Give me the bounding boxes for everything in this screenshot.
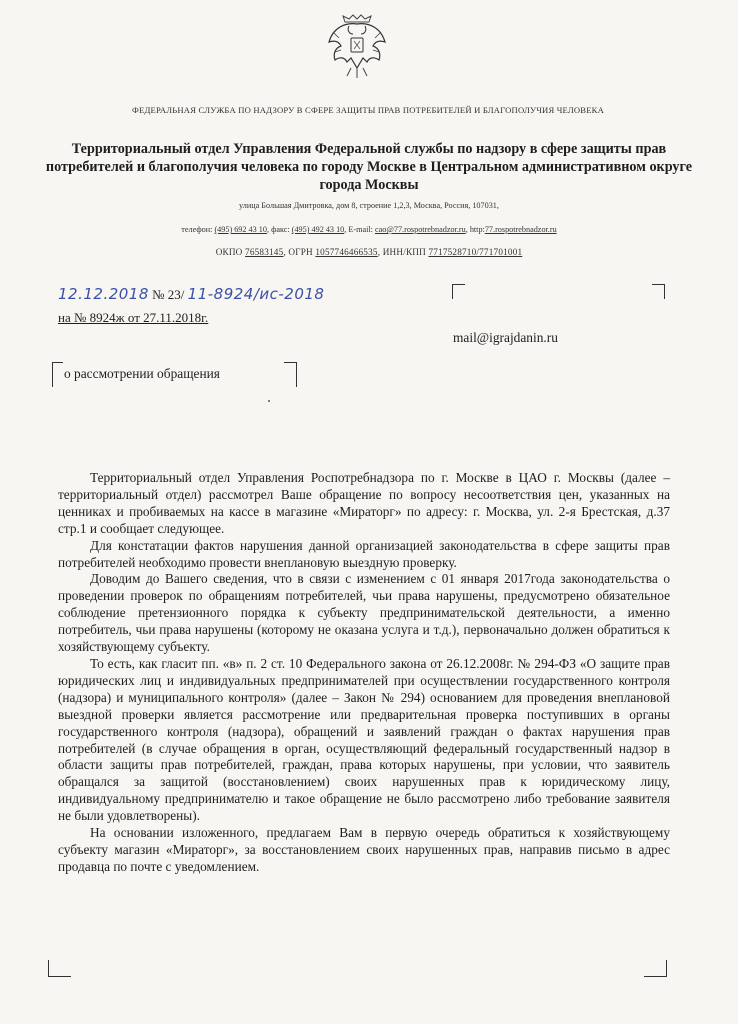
address-block-corner-top-left bbox=[452, 284, 465, 299]
subject-corner-right bbox=[284, 362, 297, 387]
reply-reference: на № 8924ж от 27.11.2018г. bbox=[58, 310, 209, 325]
page-corner-bottom-right bbox=[644, 960, 667, 977]
okpo-label: ОКПО bbox=[215, 247, 246, 257]
body-paragraph: На основании изложенного, предлагаем Вам в первую очередь обратиться к хозяйствующему субъекту магазин «Мираторг», за восстановлением своих нарушенных прав, направив письмо в адрес продавца по почте с уведомлением. bbox=[58, 825, 670, 874]
department-contacts bbox=[60, 225, 678, 234]
department-website: 77.rospotrebnadzor.ru bbox=[484, 225, 557, 234]
recipient-email: mail@igrajdanin.ru bbox=[453, 330, 558, 345]
registration-number-prefix: № 23/ bbox=[148, 287, 188, 302]
ogrn-label: , ОГРН bbox=[283, 247, 316, 257]
okpo-code: 76583145 bbox=[245, 247, 284, 257]
subject-corner-left bbox=[52, 362, 63, 387]
inn-label: , ИНН/КПП bbox=[377, 247, 429, 257]
department-address: улица Большая Дмитровка, дом 8, строение 1,2,3, Москва, Россия, 107031, bbox=[239, 201, 499, 210]
registration-codes bbox=[60, 247, 678, 257]
email-label: , E-mail: bbox=[344, 225, 375, 234]
inn-kpp-code: 7717528710/771701001 bbox=[428, 247, 523, 257]
body-paragraph: То есть, как гласит пп. «в» п. 2 ст. 10 Федерального закона от 26.12.2008г. № 294-ФЗ «О защите прав юридических лиц и индивидуальных предпринимателей при осуществлении государственного контроля (надзора) и муниципального контроля» (далее – Закон № 294) основанием для проведения внеплановой выездной проверки является рассмотрение или предварительная проверка поступивших в органы государственного контроля (надзора), обращений и заявлений граждан о фактах нарушения прав потребителей (в случае обращения в орган, осуществляющий федеральный государственный надзор в области защиты прав потребителей, граждан, права которых нарушены, при условии, что заявитель обращался за защитой (восстановлением) своих нарушенных прав к юридическому лицу, индивидуальному предпринимателю и такое обращение не было рассмотрено либо требование заявителя не были удовлетворены). bbox=[58, 655, 670, 824]
website-label: , http: bbox=[465, 225, 485, 234]
registration-line bbox=[58, 285, 324, 303]
handwritten-date: 12.12.2018 bbox=[58, 285, 149, 303]
fax-label: , факс: bbox=[266, 225, 292, 234]
phone-label: телефон: bbox=[181, 225, 215, 234]
department-email: cao@77.rospotrebnadzor.ru bbox=[374, 225, 466, 234]
body-paragraph: Для констатации фактов нарушения данной организацией законодательства в сфере защиты прав потребителей необходимо провести внеплановую выездную проверку. bbox=[58, 537, 670, 570]
scan-speck bbox=[268, 400, 270, 402]
department-title: Территориальный отдел Управления Федеральной службы по надзору в сфере защиты прав потребителей и благополучия человека по городу Москве в Центральном административном округе города Москвы bbox=[45, 141, 693, 193]
russian-coat-of-arms-icon bbox=[325, 12, 389, 80]
letter-subject: о рассмотрении обращения bbox=[64, 366, 220, 381]
body-paragraph: Территориальный отдел Управления Роспотребнадзора по г. Москве в ЦАО г. Москвы (далее – территориальный отдел) рассмотрел Ваше обращение по вопросу несоответствия цен, указанных на ценниках и пробиваемых на кассе в магазине «Мираторг» по адресу: г. Москва, ул. 2-я Брестская, д.37 стр.1 и сообщает следующее. bbox=[58, 470, 670, 536]
fax-number: (495) 492 43 10 bbox=[291, 225, 345, 234]
address-block-corner-top-right bbox=[652, 284, 665, 299]
phone-number: (495) 692 43 10 bbox=[214, 225, 267, 234]
ogrn-code: 1057746466535 bbox=[315, 247, 378, 257]
page-corner-bottom-left bbox=[48, 960, 71, 977]
agency-name: ФЕДЕРАЛЬНАЯ СЛУЖБА ПО НАДЗОРУ В СФЕРЕ ЗАЩИТЫ ПРАВ ПОТРЕБИТЕЛЕЙ И БЛАГОПОЛУЧИЯ ЧЕЛОВЕКА bbox=[132, 105, 604, 115]
letter-body bbox=[58, 470, 670, 876]
handwritten-registration-number: 11-8924/ис-2018 bbox=[187, 285, 325, 303]
body-paragraph: Доводим до Вашего сведения, что в связи с изменением с 01 января 2017года законодательства о проведении проверок по обращениям потребителей, чьи права нарушены, предусмотрено обязательное соблюдение претензионного порядка к субъекту предпринимательской деятельности, а именно потребитель, чьи права нарушены (которому не оказана услуга и т.д.), первоначально должен обратиться к хозяйствующему субъекту. bbox=[58, 571, 670, 655]
